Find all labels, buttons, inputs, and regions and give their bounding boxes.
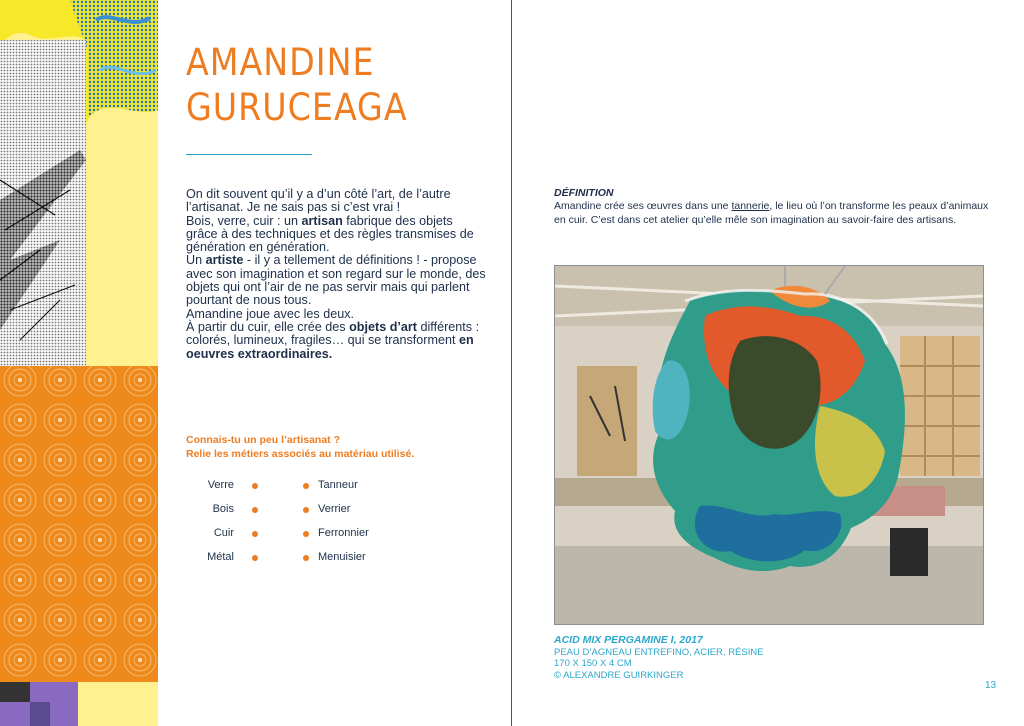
- intro-paragraph: [186, 308, 486, 321]
- connector-dot[interactable]: [252, 531, 258, 537]
- material-row: [186, 478, 234, 502]
- intro-emphasis: artiste: [205, 253, 244, 268]
- material-label: Métal: [207, 551, 234, 563]
- intro-paragraph: [186, 188, 486, 215]
- caption-materials: PEAU D’AGNEAU ENTREFINO, ACIER, RÉSINE: [554, 646, 764, 658]
- connector-dot[interactable]: [252, 507, 258, 513]
- intro-run: fabrique des objets grâce à des techniques et des règles transmises de génération en génération.: [186, 213, 474, 255]
- connector-dot[interactable]: [303, 555, 309, 561]
- connector-dot[interactable]: [252, 483, 258, 489]
- page-title: [186, 40, 408, 130]
- intro-run: À partir du cuir, elle crée des: [186, 319, 350, 334]
- intro-run: On dit souvent qu’il y a d’un côté l’art, de l’autre l’artisanat. Je ne sais pas si c’est vrai !: [186, 187, 451, 215]
- intro-run: - il y a tellement de définitions ! - propose avec son imagination et son regard sur le monde, des objets qui ont l’air de ne pas servir mais qui parlent pourtant de nous tous.: [186, 253, 486, 308]
- intro-run: Bois, verre, cuir : un: [186, 213, 302, 228]
- connector-dot[interactable]: [303, 507, 309, 513]
- left-page: [158, 0, 510, 726]
- intro-emphasis: artisan: [301, 213, 343, 228]
- caption-credit: © ALEXANDRE GUIRKINGER: [554, 669, 684, 681]
- artwork-photo: [554, 265, 984, 625]
- caption-dimensions: 170 X 150 X 4 CM: [554, 658, 632, 670]
- quiz-question-line-1: Connais-tu un peu l’artisanat ?: [186, 434, 341, 446]
- artwork-illustration: [555, 266, 983, 624]
- definition-text-start: Amandine crée ses œuvres dans une: [554, 200, 732, 213]
- intro-run: Un: [186, 253, 206, 268]
- material-row: [186, 502, 234, 526]
- title-line-2: GURUCEAGA: [186, 86, 408, 129]
- material-label: Verre: [207, 479, 234, 491]
- trade-row: [297, 526, 417, 550]
- connector-dot[interactable]: [303, 483, 309, 489]
- definition-keyword: tannerie: [731, 200, 770, 213]
- material-row: [186, 526, 234, 550]
- texture-illustration: [0, 0, 158, 726]
- right-page: [512, 0, 1024, 726]
- intro-run: Amandine joue avec les deux.: [186, 306, 355, 321]
- trade-label: Verrier: [318, 503, 351, 515]
- artwork-caption: [554, 635, 764, 681]
- definition-text-end: , le lieu où l’on transforme les peaux d’animaux en cuir. C’est dans cet atelier qu’elle mêle son imagination au savoir-faire des artisans.: [554, 200, 989, 226]
- trade-row: [297, 550, 417, 574]
- quiz-question-line-2: Relie les métiers associés au matériau utilisé.: [186, 448, 415, 460]
- trade-label: Ferronnier: [318, 527, 369, 539]
- trades-column: [297, 478, 417, 574]
- material-label: Bois: [212, 503, 234, 515]
- trade-label: Menuisier: [318, 551, 366, 563]
- title-line-1: AMANDINE: [186, 41, 375, 84]
- materials-column: [186, 478, 234, 574]
- intro-paragraph: [186, 215, 486, 255]
- trade-row: [297, 502, 417, 526]
- definition-label: DÉFINITION: [554, 187, 614, 199]
- page-number: 13: [985, 680, 997, 691]
- connector-dot[interactable]: [303, 531, 309, 537]
- decorative-texture-strip: [0, 0, 158, 726]
- quiz-question: [186, 433, 414, 461]
- definition-text: [554, 200, 994, 227]
- material-row: [186, 550, 234, 574]
- trade-label: Tanneur: [318, 479, 358, 491]
- intro-emphasis: en oeuvres extraordinaires.: [186, 333, 474, 361]
- material-label: Cuir: [213, 527, 234, 539]
- trade-row: [297, 478, 417, 502]
- definition-box: [554, 187, 994, 227]
- intro-paragraph: [186, 321, 486, 361]
- intro-emphasis: objets d’art: [349, 319, 417, 334]
- connector-dot[interactable]: [252, 555, 258, 561]
- title-underline: [186, 154, 312, 155]
- intro-text: [186, 188, 486, 361]
- intro-run: différents : colorés, lumineux, fragiles… qui se transforment: [186, 319, 480, 348]
- intro-paragraph: [186, 254, 486, 307]
- caption-title: ACID MIX PERGAMINE I, 2017: [554, 634, 703, 646]
